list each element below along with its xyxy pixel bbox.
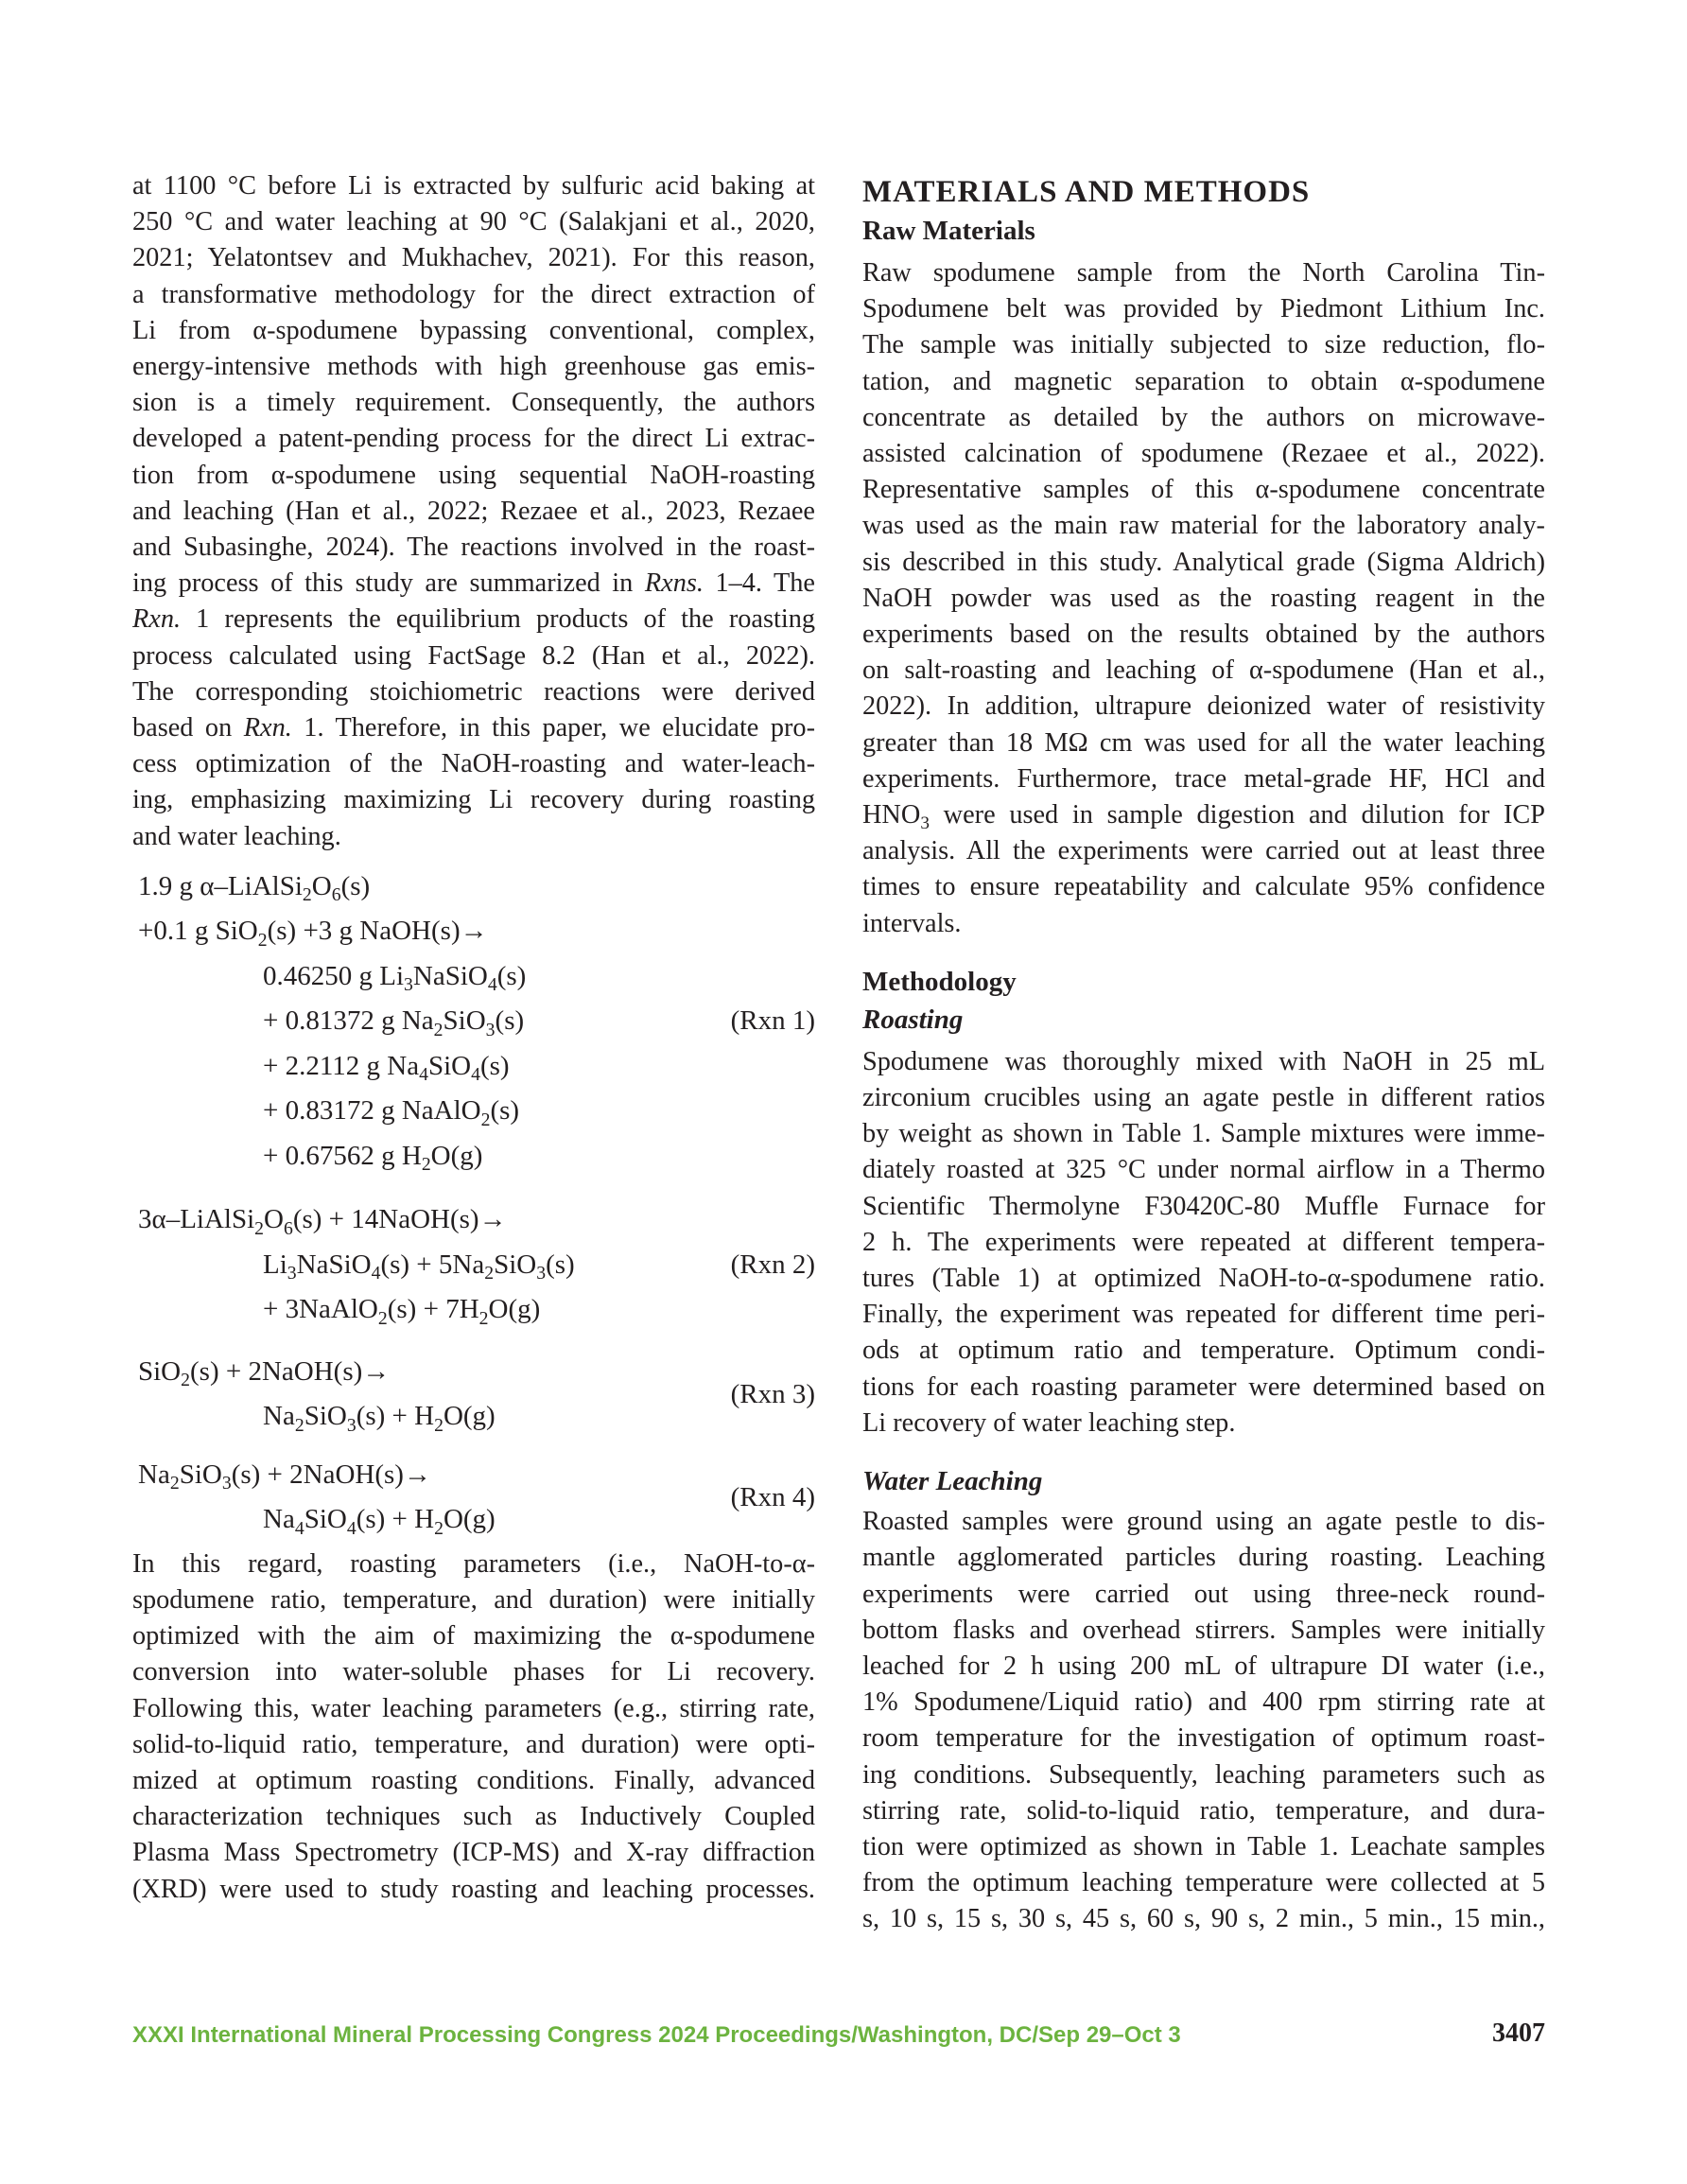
reaction-tag: (Rxn 4) <box>730 1481 815 1512</box>
text-line: 2021; Yelatontsev and Mukhachev, 2021). For this reason, <box>132 243 815 273</box>
text-line: room temperature for the investigation of optimum roast- <box>862 1723 1545 1754</box>
text-line: experiments based on the results obtained by the authors <box>862 620 1545 650</box>
text-line: process calculated using FactSage 8.2 (Han et al., 2022). <box>132 640 815 671</box>
text-line: tation, and magnetic separation to obtain α-spodumene <box>862 366 1545 396</box>
roasting-paragraph <box>862 1044 1545 1441</box>
left-column <box>132 168 815 1908</box>
text-line: Li recovery of water leaching step. <box>862 1407 1236 1438</box>
text-line: stirring rate, solid-to-liquid ratio, temperature, and dura- <box>862 1795 1545 1826</box>
reaction-line: + 2.2112 g $Na_4SiO_4(s)$ <box>263 1050 510 1086</box>
text-line: 250 °C and water leaching at 90 °C (Salakjani et al., 2020, <box>132 207 815 237</box>
text-line: tures (Table 1) at optimized NaOH-to-α-spodumene ratio. <box>862 1264 1545 1294</box>
text-line: optimized with the aim of maximizing the α-spodumene <box>132 1621 815 1651</box>
text-line: leached for 2 h using 200 mL of ultrapure DI water (i.e., <box>862 1651 1545 1681</box>
text-line: and leaching (Han et al., 2022; Rezaee et al., 2023, Rezaee <box>132 496 815 526</box>
reaction-2 <box>138 1197 815 1333</box>
running-footer: XXXI International Mineral Processing Congress 2024 Proceedings/Washington, DC/Sep 29–Oct 3 <box>132 2022 1181 2048</box>
text-line: tions for each roasting parameter were determined based on <box>862 1372 1545 1402</box>
text-line: experiments. Furthermore, trace metal-grade HF, HCl and <box>862 763 1545 794</box>
text-line: ing conditions. Subsequently, leaching parameters such as <box>862 1759 1545 1790</box>
reaction-line: $Na_4SiO_4(s) + H_2O(g)$ <box>263 1504 496 1539</box>
rxn-ref: Rxn. <box>132 604 182 635</box>
text-line: tion from α-spodumene using sequential NaOH-roasting <box>132 460 815 490</box>
text-line: 2 h. The experiments were repeated at different tempera- <box>862 1227 1545 1257</box>
text-line: was used as the main raw material for the laboratory analy- <box>862 511 1545 541</box>
text-line: concentrate as detailed by the authors on microwave- <box>862 402 1545 432</box>
section-heading: MATERIALS AND METHODS <box>862 175 1311 209</box>
text-line: The corresponding stoichiometric reactions were derived <box>132 676 815 707</box>
text-line: Plasma Mass Spectrometry (ICP-MS) and X-ray diffraction <box>132 1838 815 1868</box>
text-line: energy-intensive methods with high greenhouse gas emis- <box>132 352 815 382</box>
subsection-heading-methodology: Methodology <box>862 966 1017 997</box>
text-line: solid-to-liquid ratio, temperature, and duration) were opti- <box>132 1729 815 1759</box>
reaction-line: +0.1 g SiO$_2$(s) +3 g NaOH(s)→ <box>138 916 488 951</box>
text-line: spodumene ratio, temperature, and duration) were initially <box>132 1585 815 1616</box>
reaction-line: + 0.83172 g NaAlO$_2$(s) <box>263 1095 520 1130</box>
text-line: by weight as shown in Table 1. Sample mixtures were imme- <box>862 1119 1545 1149</box>
text-line: ing, emphasizing maximizing Li recovery during roasting <box>132 785 815 815</box>
second-paragraph <box>132 1546 815 1908</box>
text-line: Rxn. 1 represents the equilibrium products of the roasting <box>132 604 815 635</box>
text-line: greater than 18 MΩ cm was used for all the water leaching <box>862 727 1545 758</box>
reaction-line: SiO$_2$(s) + 2NaOH(s)→ <box>138 1355 391 1391</box>
reaction-line: + 0.81372 g $Na_2SiO_3(s)$ (Rxn 1) <box>138 999 815 1044</box>
text-line: ods at optimum ratio and temperature. Optimum condi- <box>862 1336 1545 1366</box>
reaction-line: 1.9 g $\alpha-LiAlSi_2O_6(s)$ <box>138 870 371 906</box>
text-line: analysis. All the experiments were carried out at least three <box>862 836 1545 866</box>
text-line: zirconium crucibles using an agate pestle in different ratios <box>862 1083 1545 1113</box>
text-line: at 1100 °C before Li is extracted by sulfuric acid baking at <box>132 171 815 201</box>
text-line: characterization techniques such as Inductively Coupled <box>132 1802 815 1832</box>
text-line: bottom flasks and overhead stirrers. Samples were initially <box>862 1615 1545 1645</box>
text-line: 2022). In addition, ultrapure deionized water of resistivity <box>862 691 1545 722</box>
page-number: 3407 <box>1492 2018 1545 2048</box>
subsection-heading-raw-materials: Raw Materials <box>862 216 1035 246</box>
reaction-tag: (Rxn 2) <box>730 1249 815 1280</box>
text-line: mantle agglomerated particles during roasting. Leaching <box>862 1543 1545 1573</box>
text-line: intervals. <box>862 908 962 938</box>
reaction-tag: (Rxn 1) <box>730 1005 815 1037</box>
text-line: NaOH powder was used as the roasting reagent in the <box>862 583 1545 613</box>
text-line: s, 10 s, 15 s, 30 s, 45 s, 60 s, 90 s, 2 min., 5 min., 15 min., <box>862 1904 1545 1934</box>
text-line: sion is a timely requirement. Consequently, the authors <box>132 388 815 418</box>
text-line: a transformative methodology for the direct extraction of <box>132 279 815 309</box>
text-line: Spodumene belt was provided by Piedmont Lithium Inc. <box>862 294 1545 324</box>
text-line: Li from α-spodumene bypassing conventional, complex, <box>132 315 815 345</box>
reaction-4 <box>138 1453 815 1543</box>
text-line: mized at optimum roasting conditions. Finally, advanced <box>132 1766 815 1796</box>
reaction-line: $Na_2SiO_3(s) + H_2O(g)$ <box>263 1401 496 1436</box>
text-line: Finally, the experiment was repeated for different time peri- <box>862 1300 1545 1330</box>
text-line: (XRD) were used to study roasting and leaching processes. <box>132 1874 815 1904</box>
subsubsection-heading-water-leaching: Water Leaching <box>862 1466 1043 1497</box>
reaction-line: $3\alpha-LiAlSi_2O_6(s)$ + 14NaOH(s)→ <box>138 1204 507 1239</box>
text-line: Roasted samples were ground using an agate pestle to dis- <box>862 1507 1545 1537</box>
reaction-1 <box>138 865 815 1179</box>
reaction-line: $Li_3NaSiO_4(s) + 5Na_2SiO_3(s)$ (Rxn 2) <box>138 1243 815 1288</box>
reaction-line: + 0.67562 g $H_2O(g)$ <box>263 1140 483 1176</box>
reaction-line: $Na_2SiO_3(s)$ + 2NaOH(s)→ <box>138 1459 431 1494</box>
text-line: times to ensure repeatability and calculate 95% confidence <box>862 872 1545 902</box>
text-line: cess optimization of the NaOH-roasting and water-leach- <box>132 749 815 779</box>
text-line: The sample was initially subjected to size reduction, flo- <box>862 330 1545 360</box>
text-line: diately roasted at 325 °C under normal airflow in a Thermo <box>862 1155 1545 1185</box>
text-line: In this regard, roasting parameters (i.e., NaOH-to-α- <box>132 1548 815 1579</box>
reaction-line: 0.46250 g $Li_3NaSiO_4(s)$ <box>263 960 527 996</box>
text-line: from the optimum leaching temperature were collected at 5 <box>862 1868 1545 1898</box>
water-leaching-paragraph <box>862 1504 1545 1937</box>
right-column <box>862 172 1545 1938</box>
text-line: Raw spodumene sample from the North Carolina Tin- <box>862 258 1545 288</box>
text-line: $HNO_3$ were used in sample digestion and dilution for ICP <box>862 800 1545 834</box>
reaction-3 <box>138 1350 815 1440</box>
text-line: assisted calcination of spodumene (Rezaee et al., 2022). <box>862 439 1545 469</box>
text-line: experiments were carried out using three-neck round- <box>862 1579 1545 1609</box>
text-line: tion were optimized as shown in Table 1. Leachate samples <box>862 1831 1545 1861</box>
rxns-ref: Rxns. <box>644 568 704 599</box>
text-line: developed a patent-pending process for the direct Li extrac- <box>132 424 815 454</box>
text-line: conversion into water-soluble phases for Li recovery. <box>132 1657 815 1687</box>
reaction-line: + 3NaAlO$_2$(s) + $7H_2O(g)$ <box>263 1294 541 1329</box>
reaction-tag: (Rxn 3) <box>730 1378 815 1409</box>
intro-paragraph <box>132 168 815 855</box>
text-line: Representative samples of this α-spodumene concentrate <box>862 475 1545 505</box>
raw-materials-paragraph <box>862 255 1545 942</box>
subsubsection-heading-roasting: Roasting <box>862 1004 964 1035</box>
text-line: Spodumene was thoroughly mixed with NaOH in 25 mL <box>862 1046 1545 1076</box>
text-line: on salt-roasting and leaching of α-spodumene (Han et al., <box>862 655 1545 686</box>
text-line: and water leaching. <box>132 821 341 851</box>
text-line: sis described in this study. Analytical grade (Sigma Aldrich) <box>862 547 1545 577</box>
text-line: Scientific Thermolyne F30420C-80 Muffle Furnace for <box>862 1191 1545 1221</box>
rxn-ref: Rxn. <box>243 713 292 743</box>
text-line: ing process of this study are summarized in Rxns. 1–4. The <box>132 568 815 599</box>
text-line: based on Rxn. 1. Therefore, in this paper, we elucidate pro- <box>132 713 816 743</box>
text-line: 1% Spodumene/Liquid ratio) and 400 rpm stirring rate at <box>862 1687 1545 1718</box>
text-line: and Subasinghe, 2024). The reactions involved in the roast- <box>132 533 815 563</box>
text-line: Following this, water leaching parameters (e.g., stirring rate, <box>132 1693 815 1723</box>
